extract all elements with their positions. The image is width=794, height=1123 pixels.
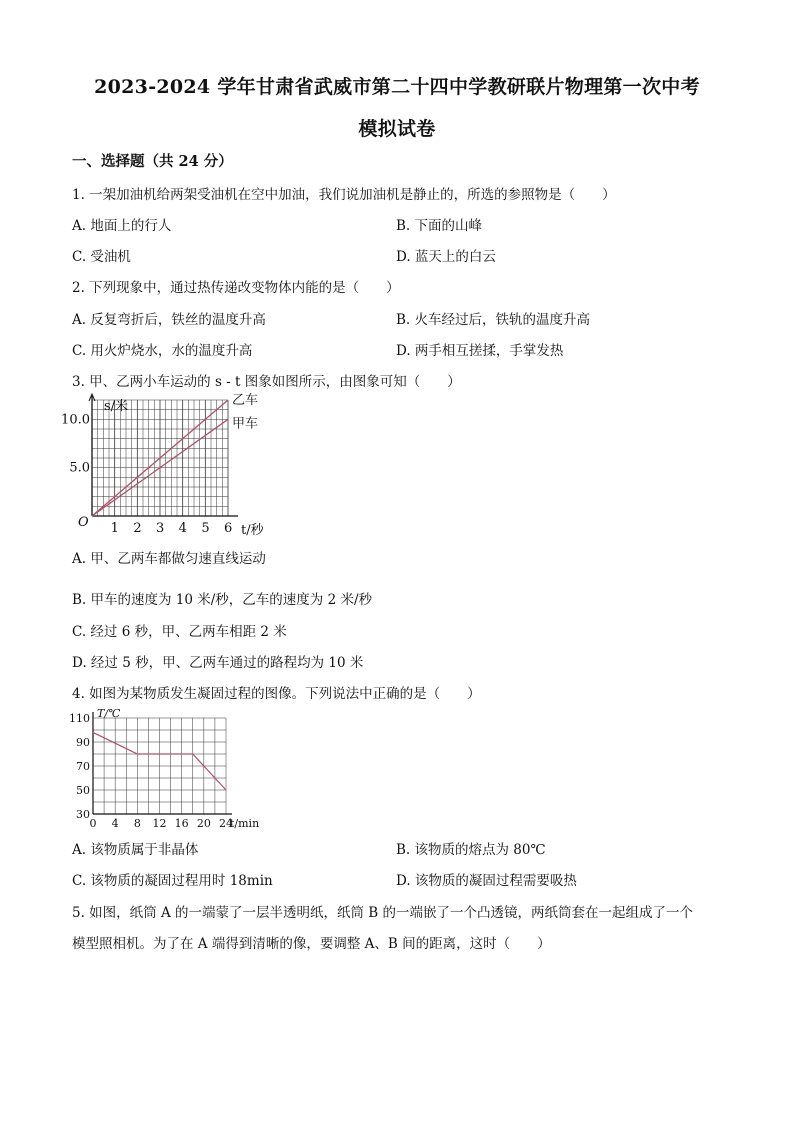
exam-title-line1: 2023-2024 学年甘肃省武威市第二十四中学教研联片物理第一次中考	[94, 76, 700, 98]
y-tick-label: 5.0	[69, 460, 90, 476]
q1-option-d: D. 蓝天上的白云	[396, 249, 496, 265]
x-tick-label: 5	[201, 521, 210, 536]
x-axis-label: t/min	[230, 817, 260, 830]
q5-stem-line1: 5. 如图，纸筒 A 的一端蒙了一层半透明纸，纸筒 B 的一端嵌了一个凸透镜，两纸筒套在一起组成了一个	[72, 905, 694, 921]
origin-label: O	[78, 515, 89, 530]
q4-option-c: C. 该物质的凝固过程用时 18min	[72, 873, 273, 889]
series-label: 乙车	[232, 393, 259, 408]
x-tick-label: 12	[152, 817, 167, 830]
q1-option-b: B. 下面的山峰	[396, 218, 483, 234]
y-tick-label: 10.0	[61, 412, 90, 428]
q2-option-a: A. 反复弯折后，铁丝的温度升高	[72, 312, 266, 328]
y-tick-label: 30	[76, 808, 90, 821]
q2-option-c: C. 用火炉烧水，水的温度升高	[72, 343, 253, 359]
q4-stem: 4. 如图为某物质发生凝固过程的图像。下列说法中正确的是（ ）	[72, 686, 481, 702]
y-tick-label: 70	[76, 760, 90, 773]
q3-stem: 3. 甲、乙两小车运动的 s - t 图象如图所示，由图象可知（ ）	[72, 374, 461, 390]
q2-option-d: D. 两手相互搓揉，手掌发热	[396, 343, 564, 359]
x-tick-label: 20	[196, 817, 211, 830]
q3-option-c: C. 经过 6 秒，甲、乙两车相距 2 米	[72, 624, 287, 640]
exam-title-line2: 模拟试卷	[358, 118, 436, 140]
y-tick-label: 50	[76, 784, 90, 797]
q1-stem: 1. 一架加油机给两架受油机在空中加油，我们说加油机是静止的，所选的参照物是（ ）	[72, 187, 616, 203]
q4-option-b: B. 该物质的熔点为 80℃	[396, 842, 546, 858]
q2-stem: 2. 下列现象中，通过热传递改变物体内能的是（ ）	[72, 280, 400, 296]
x-tick-label: 6	[224, 521, 233, 536]
st-graph	[61, 393, 282, 540]
solidification-graph	[66, 704, 286, 830]
y-tick-label: 90	[76, 736, 90, 749]
x-tick-label: 2	[133, 521, 142, 536]
q1-option-a: A. 地面上的行人	[72, 218, 172, 234]
y-axis-label: T/℃	[97, 707, 121, 720]
x-tick-label: 4	[111, 817, 119, 830]
y-axis-label: s/米	[104, 399, 129, 414]
x-tick-label: 16	[174, 817, 189, 830]
x-tick-label: 0	[89, 817, 97, 830]
q1-option-c: C. 受油机	[72, 249, 131, 265]
x-tick-label: 24	[219, 817, 233, 830]
q5-stem-line2: 模型照相机。为了在 A 端得到清晰的像，要调整 A、B 间的距离，这时（ ）	[72, 936, 551, 952]
x-tick-label: 4	[178, 521, 187, 536]
q4-option-d: D. 该物质的凝固过程需要吸热	[396, 873, 577, 889]
q3-option-d: D. 经过 5 秒，甲、乙两车通过的路程均为 10 米	[72, 655, 364, 671]
section-heading: 一、选择题（共 24 分）	[72, 153, 233, 170]
q4-option-a: A. 该物质属于非晶体	[72, 842, 199, 858]
q3-option-a: A. 甲、乙两车都做匀速直线运动	[72, 551, 266, 567]
x-tick-label: 3	[156, 521, 165, 536]
y-tick-label: 110	[69, 712, 90, 725]
q3-option-b: B. 甲车的速度为 10 米/秒，乙车的速度为 2 米/秒	[72, 592, 373, 608]
q2-option-b: B. 火车经过后，铁轨的温度升高	[396, 312, 591, 328]
x-tick-label: 1	[110, 521, 119, 536]
x-axis-label: t/秒	[241, 523, 264, 538]
x-tick-label: 8	[133, 817, 141, 830]
series-label: 甲车	[232, 416, 259, 432]
